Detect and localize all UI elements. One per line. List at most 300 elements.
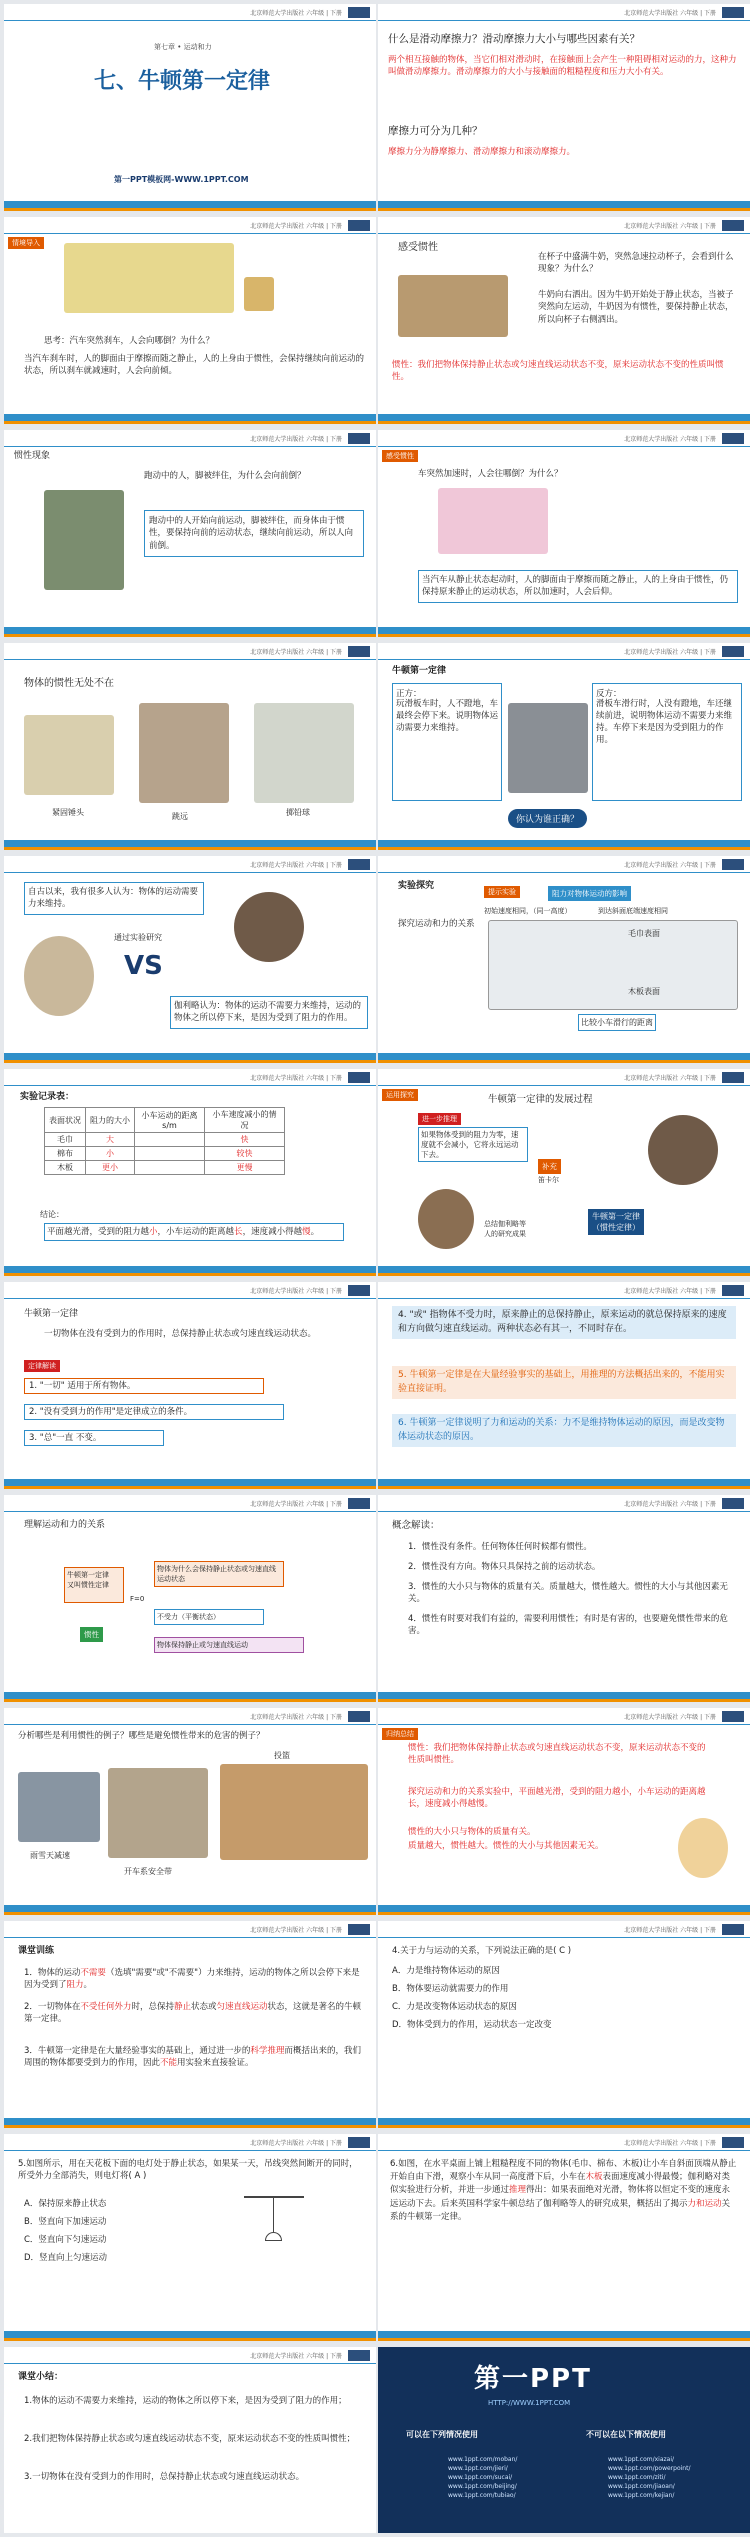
- chapter-label: 第七章 • 运动和力: [154, 43, 212, 51]
- option-d: D．物体受到力的作用，运动状态一定改变: [392, 2020, 552, 2030]
- publisher-text: 北京师范大学出版社 六年级 | 下册: [250, 649, 342, 656]
- table-cell: [135, 1161, 205, 1175]
- link-item[interactable]: www.1ppt.com/jiaoan/: [608, 2483, 675, 2490]
- compare-label: 比较小车滑行的距离: [578, 1014, 656, 1031]
- exercise-2: [24, 2001, 364, 2026]
- link-item[interactable]: www.1ppt.com/kejian/: [608, 2492, 675, 2499]
- point-5: 5. 牛顿第一定律是在大量经验事实的基础上，用推理的方法概括出来的，不能用实验直接证明。: [392, 1366, 736, 1399]
- slide-22: [378, 2134, 750, 2341]
- conclusion-part: 平面越光滑，受到的阻力越: [47, 1227, 150, 1237]
- exercise-text: 状态或: [190, 2002, 217, 2012]
- dog-illustration: [244, 277, 274, 311]
- publisher-text: 北京师范大学出版社 六年级 | 下册: [624, 1501, 716, 1508]
- slide-5: [4, 430, 376, 637]
- slide-11: [4, 1069, 376, 1276]
- inertia-law-label: （惯性定律）: [592, 1223, 640, 1232]
- slide-8: [378, 643, 750, 850]
- slide-19: [4, 1921, 376, 2128]
- slide-title: 牛顿第一定律: [24, 1309, 79, 1319]
- table-cell: [135, 1133, 205, 1147]
- question-answer: 推理: [509, 2185, 527, 2196]
- flow-label: 阻力对物体运动的影响: [548, 886, 631, 901]
- table-row: [45, 1147, 285, 1161]
- question-text: 车突然加速时，人会往哪倒？为什么？: [418, 469, 563, 479]
- header-block: [722, 2137, 744, 2148]
- law-text: 一切物体在没有受到力的作用时，总保持静止状态或匀速直线运动状态。: [44, 1329, 317, 1339]
- lamp-diagram: [244, 2196, 304, 2256]
- table-cell: [135, 1147, 205, 1161]
- publisher-text: 北京师范大学出版社 六年级 | 下册: [624, 649, 716, 656]
- link-item[interactable]: www.1ppt.com/beijing/: [448, 2483, 517, 2490]
- reasoning-label: 进一步推理: [418, 1113, 461, 1125]
- slide-header: [4, 2347, 376, 2364]
- con-label: 反方：: [596, 689, 622, 699]
- slide-21: [4, 2134, 376, 2341]
- slide-7: [4, 643, 376, 850]
- inertia-box: 惯性: [80, 1627, 103, 1642]
- summary-3: 3.一切物体在没有受到力的作用时，总保持静止状态或匀速直线运动状态。: [24, 2472, 305, 2482]
- slide-header: [4, 1069, 376, 1086]
- slide-footer: [378, 2331, 750, 2341]
- slide-title: 物体的惯性无处不在: [24, 678, 114, 689]
- question-part: 6.如图，在水平桌面上铺上粗糙程度不同的物体(毛巾、棉布、木板)让小车自斜面顶端从静止开始自由下滑，观察小车从同一高度滑下后，小车在: [390, 2159, 737, 2183]
- table-cell: 更小: [86, 1161, 135, 1175]
- table-header: 表面状况: [45, 1108, 86, 1133]
- answer-text: 当汽车刹车时，人的脚面由于摩擦而随之静止，人的上身由于惯性，会保持继续向前运动的状态，所以刹车就减速时，人会向前倾。: [24, 354, 365, 377]
- slide-3: [4, 217, 376, 424]
- section-tag: 归纳总结: [382, 1728, 418, 1740]
- slide-footer: [4, 1266, 376, 1276]
- galileo-portrait: [234, 892, 304, 962]
- con-text: 滑板车滑行时，人没有蹬地，车还继续前进，说明物体运动不需要力来维持。车停下来是因为受到阻力的作用。: [596, 699, 733, 745]
- publisher-text: 北京师范大学出版社 六年级 | 下册: [250, 2353, 342, 2360]
- publisher-text: 北京师范大学出版社 六年级 | 下册: [250, 10, 342, 17]
- publisher-text: 北京师范大学出版社 六年级 | 下册: [624, 223, 716, 230]
- slide-2: [378, 4, 750, 211]
- link-item[interactable]: www.1ppt.com/moban/: [448, 2456, 518, 2463]
- header-block: [348, 1498, 370, 1509]
- question-answer: 木板: [585, 2172, 603, 2183]
- slide-footer: [4, 201, 376, 211]
- slide-footer: [378, 1479, 750, 1489]
- caption-shot-put: 掷铅球: [286, 808, 310, 817]
- conclusion-part: ，小车运动的距离越: [157, 1227, 235, 1237]
- no-force-box: 不受力（平衡状态）: [154, 1609, 264, 1625]
- descartes-label: 笛卡尔: [538, 1176, 559, 1184]
- galileo-box: 如果物体受到的阻力为零，速度就不会减小，它将永远运动下去。: [418, 1127, 528, 1162]
- hammer-photo: [24, 715, 114, 795]
- force-zero-label: F=0: [130, 1595, 145, 1603]
- slide-header: [378, 1495, 750, 1512]
- board-surface-label: 木板表面: [628, 987, 660, 996]
- question-text: [390, 2158, 738, 2224]
- header-block: [722, 1072, 744, 1083]
- concept-2: 2．惯性没有方向。物体只具保持之前的运动状态。: [408, 1562, 601, 1572]
- slide-header: [4, 643, 376, 660]
- table-header: 阻力的大小: [86, 1108, 135, 1133]
- slide-footer: [4, 1479, 376, 1489]
- slide-24: [378, 2347, 750, 2533]
- slide-title: 课堂训练: [18, 1946, 55, 1956]
- table-cell: 棉布: [45, 1147, 86, 1161]
- slide-header: [4, 217, 376, 234]
- conclusion-blank: 长: [234, 1227, 243, 1237]
- publisher-text: 北京师范大学出版社 六年级 | 下册: [250, 1075, 342, 1082]
- site-label: 第一PPT模板网-WWW.1PPT.COM: [114, 175, 249, 184]
- slide-header: [378, 430, 750, 447]
- point-1: 1. "一切" 适用于所有物体。: [24, 1378, 264, 1394]
- slide-header: [4, 1921, 376, 1938]
- table-cell: 木板: [45, 1161, 86, 1175]
- slide-10: [378, 856, 750, 1063]
- slide-header: [378, 1921, 750, 1938]
- pro-box: [392, 683, 502, 801]
- slide-1: [4, 4, 376, 211]
- header-block: [722, 1498, 744, 1509]
- bus-photo: [438, 488, 548, 554]
- slide-15: [4, 1495, 376, 1702]
- slide-title: 实验探究: [398, 881, 435, 891]
- table-cell: 较快: [205, 1147, 285, 1161]
- exercise-answer: 阻力: [66, 1980, 84, 1991]
- slide-footer: [4, 2118, 376, 2128]
- pro-label: 正方：: [396, 689, 422, 699]
- question-answer: 力和运动: [687, 2198, 722, 2209]
- publisher-text: 北京师范大学出版社 六年级 | 下册: [624, 1288, 716, 1295]
- summary-label: 总结伽利略等: [484, 1220, 526, 1228]
- link-item[interactable]: www.1ppt.com/xiazai/: [608, 2456, 675, 2463]
- publisher-text: 北京师范大学出版社 六年级 | 下册: [250, 1927, 342, 1934]
- answer-box: 跑动中的人开始向前运动，脚被绊住，而身体由于惯性，要保持向前的运动状态，继续向前运动，所以人向前倒。: [144, 510, 364, 557]
- slide-title: 实验记录表：: [20, 1092, 75, 1102]
- car-crash-photo: [18, 1772, 100, 1842]
- slide-title: 概念解读：: [392, 1520, 440, 1531]
- concept-4: 4．惯性有时要对我们有益的，需要利用惯性；有时是有害的，也要避免惯性带来的危害。: [408, 1614, 728, 1637]
- exercise-text: 而概括出来的，我们周围的物体都要受到力的作用，因此: [24, 2046, 361, 2069]
- slide-18: [378, 1708, 750, 1915]
- slide-title: 感受惯性: [398, 242, 438, 253]
- slide-footer: [378, 1266, 750, 1276]
- table-row: [45, 1161, 285, 1175]
- exercise-1: [24, 1967, 364, 1992]
- link-item[interactable]: www.1ppt.com/ziti/: [608, 2474, 666, 2481]
- summary-2: 2.我们把物体保持静止状态或匀速直线运动状态不变，原来运动状态不变的性质叫惯性；: [24, 2434, 356, 2444]
- slide-footer: [4, 840, 376, 850]
- exercise-answer: 不能: [160, 2058, 178, 2069]
- basketball-photo: [220, 1764, 368, 1860]
- table-row: [45, 1133, 285, 1147]
- header-block: [348, 433, 370, 444]
- publisher-text: 北京师范大学出版社 六年级 | 下册: [624, 862, 716, 869]
- slide-title: 牛顿第一定律的发展过程: [488, 1094, 593, 1105]
- slide-header: [378, 1069, 750, 1086]
- publisher-text: 北京师范大学出版社 六年级 | 下册: [250, 223, 342, 230]
- publisher-text: 北京师范大学出版社 六年级 | 下册: [624, 1714, 716, 1721]
- table-cell: 毛巾: [45, 1133, 86, 1147]
- caption-seatbelt: 开车系安全带: [124, 1867, 172, 1876]
- conclusion-label: 结论：: [40, 1210, 64, 1219]
- flow-note: 到达斜面底端速度相同: [598, 907, 668, 915]
- exercise-text: 3．牛顿第一定律是在大量经验事实的基础上，通过进一步的: [24, 2046, 251, 2056]
- slide-header: [378, 4, 750, 21]
- pro-text: 玩滑板车时，人不蹬地，车最终会停下来。说明物体运动需要力来维持。: [396, 699, 499, 733]
- question-text: 跑动中的人，脚被绊住，为什么会向前倒？: [144, 471, 306, 481]
- seatbelt-photo: [108, 1768, 208, 1858]
- header-block: [348, 646, 370, 657]
- brand-logo: 第一PPT: [474, 2364, 592, 2394]
- option-a: A．保持原来静止状态: [24, 2199, 107, 2209]
- option-b: B．竖直向下加速运动: [24, 2217, 107, 2227]
- slide-footer: [378, 1905, 750, 1915]
- link-item[interactable]: www.1ppt.com/tubiao/: [448, 2492, 516, 2499]
- publisher-text: 北京师范大学出版社 六年级 | 下册: [250, 1288, 342, 1295]
- slide-title: 理解运动和力的关系: [24, 1520, 106, 1530]
- bus-illustration: [64, 243, 234, 313]
- link-list-right: [608, 2455, 690, 2500]
- slide-footer: [4, 627, 376, 637]
- conclusion-blank: 慢: [302, 1227, 311, 1237]
- section-tag: 感受惯性: [382, 450, 418, 462]
- header-block: [348, 1711, 370, 1722]
- scooter-photo: [508, 703, 588, 793]
- question-text: 4.关于力与运动的关系，下列说法正确的是( C ): [392, 1946, 572, 1956]
- question-text: 摩擦力可分为几种？: [388, 125, 483, 137]
- law-name: 牛顿第一定律: [67, 1571, 109, 1579]
- question-text: 在杯子中盛满牛奶，突然急速拉动杯子，会看到什么现象？为什么？: [538, 252, 734, 275]
- question-part: 关系的牛顿第一定律。: [390, 2198, 731, 2222]
- slide-header: [378, 2134, 750, 2151]
- summary-1: 1.物体的运动不需要力来维持，运动的物体之所以停下来，是因为受到了阻力的作用；: [24, 2396, 347, 2406]
- publisher-text: 北京师范大学出版社 六年级 | 下册: [624, 1927, 716, 1934]
- vs-text: VS: [124, 951, 163, 981]
- towel-surface-label: 毛巾表面: [628, 929, 660, 938]
- galileo-view: 伽利略认为：物体的运动不需要力来维持，运动的物体之所以停下来，是因为受到了阻力的作用。: [170, 996, 368, 1029]
- question-box: 物体为什么会保持静止状态或匀速直线运动状态: [154, 1561, 284, 1587]
- header-block: [722, 433, 744, 444]
- exercise-answer: 匀速直线运动: [216, 2002, 268, 2012]
- slide-header: [4, 1708, 376, 1725]
- header-block: [722, 220, 744, 231]
- answer-text: 摩擦力分为静摩擦力、滑动摩擦力和滚动摩擦力。: [388, 147, 576, 157]
- exercise-text: 状态，这就是著名的牛顿第一定律。: [24, 2002, 362, 2025]
- table-cell: 大: [86, 1133, 135, 1147]
- slide-17: [4, 1708, 376, 1915]
- section-tag: 运用探究: [382, 1089, 418, 1101]
- answer-text: 两个相互接触的物体，当它们相对滑动时，在接触面上会产生一种阻碍相对运动的力，这种力叫做滑动摩擦力。滑动摩擦力的大小与接触面的粗糙程度和压力大小有关。: [388, 55, 737, 78]
- allowed-heading: 可以在下列情况使用: [406, 2430, 478, 2439]
- slide-header: [4, 1495, 376, 1512]
- galileo-portrait: [648, 1115, 718, 1185]
- option-c: C．竖直向下匀速运动: [24, 2235, 107, 2245]
- record-table: [44, 1107, 285, 1175]
- table-header: 小车运动的距离s/m: [135, 1108, 205, 1133]
- wire-line: [273, 2198, 274, 2232]
- slide-header: [378, 643, 750, 660]
- lesson-title: 七、牛顿第一定律: [94, 69, 271, 94]
- slide-footer: [4, 2331, 376, 2341]
- answer-box: 当汽车从静止状态起动时，人的脚面由于摩擦而随之静止，人的上身由于惯性，仍保持原来静止的运动状态，所以加速时，人会后仰。: [418, 570, 738, 603]
- exercise-text: 用实验来直接验证。: [177, 2058, 254, 2069]
- summary-label: 人的研究成果: [484, 1230, 526, 1238]
- slide-footer: [378, 627, 750, 637]
- slide-footer: [378, 2118, 750, 2128]
- law-alias: 又叫惯性定律: [67, 1581, 109, 1589]
- header-block: [722, 859, 744, 870]
- slide-footer: [378, 1692, 750, 1702]
- inertia-definition: 惯性：我们把物体保持静止状态或匀速直线运动状态不变，原来运动状态不变的性质叫惯性。: [392, 360, 724, 383]
- forbidden-heading: 不可以在以下情况使用: [586, 2430, 666, 2439]
- slide-header: [4, 4, 376, 21]
- header-block: [348, 1072, 370, 1083]
- caption-shot: 投篮: [274, 1751, 290, 1760]
- slide-footer: [378, 414, 750, 424]
- publisher-text: 北京师范大学出版社 六年级 | 下册: [624, 1075, 716, 1082]
- exercise-answer: 科学推理: [250, 2046, 285, 2056]
- table-cell: 更慢: [205, 1161, 285, 1175]
- summary-2: 探究运动和力的关系实验中，平面越光滑，受到的阻力越小，小车运动的距离越长，速度减小得越慢。: [408, 1787, 706, 1810]
- link-item[interactable]: www.1ppt.com/jieri/: [448, 2465, 508, 2472]
- header-block: [722, 646, 744, 657]
- point-4: 4. "或" 指物体不受力时，原来静止的总保持静止，原来运动的就总保持原来的速度和方向做匀速直线运动。两种状态必有其一，不同时存在。: [392, 1306, 736, 1339]
- section-tag: 情境导入: [8, 237, 44, 249]
- exercise-text: （选填"需要"或"不需要"）力来维持，运动的物体之所以会停下来是因为受到了: [24, 1968, 360, 1991]
- supplement-label: 补充: [538, 1159, 561, 1174]
- table-header-row: [45, 1108, 285, 1133]
- question-text: 什么是滑动摩擦力？滑动摩擦力大小与哪些因素有关？: [388, 33, 640, 45]
- conclusion-box: [44, 1223, 344, 1241]
- publisher-text: 北京师范大学出版社 六年级 | 下册: [250, 436, 342, 443]
- summary-1-label: 惯性：: [408, 1743, 434, 1753]
- header-block: [722, 1711, 744, 1722]
- con-box: [592, 683, 742, 801]
- slide-9: [4, 856, 376, 1063]
- via-experiment: 通过实验研究: [114, 933, 162, 942]
- slide-header: [4, 430, 376, 447]
- header-block: [348, 2350, 370, 2361]
- point-6: 6. 牛顿第一定律说明了力和运动的关系：力不是维持物体运动的原因，而是改变物体运动状态的原因。: [392, 1414, 736, 1447]
- publisher-text: 北京师范大学出版社 六年级 | 下册: [250, 862, 342, 869]
- slide-footer: [4, 1692, 376, 1702]
- caption-slowdown: 雨雪天减速: [30, 1851, 70, 1860]
- header-block: [722, 1285, 744, 1296]
- milk-cup-photo: [398, 275, 508, 337]
- publisher-text: 北京师范大学出版社 六年级 | 下册: [624, 436, 716, 443]
- question-part: 得出：如果表面绝对光滑，物体将以恒定不变的速度永远运动下去。后来英国科学家牛顿总结了伽利略等人的研究成果，概括出了揭示: [390, 2185, 731, 2209]
- summary-1-text: 我们把物体保持静止状态或匀速直线运动状态不变，原来运动状态不变的性质叫惯性。: [408, 1743, 706, 1766]
- newton-portrait: [418, 1189, 474, 1249]
- summary-1: [408, 1742, 708, 1767]
- exercise-text: 1．物体的运动: [24, 1968, 81, 1978]
- concept-1: 1．惯性没有条件。任何物体任何时候都有惯性。: [408, 1542, 592, 1552]
- slide-16: [378, 1495, 750, 1702]
- point-3: 3. "总"一直 不变。: [24, 1430, 164, 1446]
- link-list-left: [448, 2455, 517, 2500]
- publisher-text: 北京师范大学出版社 六年级 | 下册: [250, 1714, 342, 1721]
- table-cell: 小: [86, 1147, 135, 1161]
- slide-footer: [4, 414, 376, 424]
- ceiling-line: [244, 2196, 304, 2198]
- slide-20: [378, 1921, 750, 2128]
- lamp-icon: [265, 2232, 282, 2241]
- caption-long-jump: 跳远: [172, 812, 188, 821]
- slide-header: [378, 856, 750, 873]
- newton-law-label: 牛顿第一定律: [592, 1212, 640, 1221]
- table-cell: 快: [205, 1133, 285, 1147]
- question-part: 表面速度减小得最慢；伽利略对类似实验进行分析，并进一步通过: [390, 2172, 731, 2196]
- aristotle-portrait: [24, 936, 94, 1016]
- slide-footer: [378, 840, 750, 850]
- header-block: [348, 2137, 370, 2148]
- publisher-text: 北京师范大学出版社 六年级 | 下册: [250, 2140, 342, 2147]
- slide-header: [378, 1282, 750, 1299]
- slide-header: [378, 1708, 750, 1725]
- header-block: [722, 1924, 744, 1935]
- law-box: [64, 1567, 124, 1603]
- hint-label: 提示实验: [484, 886, 520, 898]
- link-item[interactable]: www.1ppt.com/powerpoint/: [608, 2465, 691, 2472]
- header-block: [348, 1924, 370, 1935]
- exercise-answer: 静止: [173, 2002, 191, 2012]
- slide-header: [4, 856, 376, 873]
- exercise-text: 。: [83, 1980, 93, 1991]
- summary-4: 质量越大，惯性越大。惯性的大小与其他因素无关。: [408, 1841, 604, 1851]
- conclusion-part: ，速度减小得越: [242, 1227, 303, 1237]
- slide-6: [378, 430, 750, 637]
- slide-4: [378, 217, 750, 424]
- option-d: D．竖直向上匀速运动: [24, 2253, 108, 2263]
- slide-14: [378, 1282, 750, 1489]
- summary-3: 惯性的大小只与物体的质量有关。: [408, 1827, 536, 1837]
- interpretation-tag: 定律解读: [24, 1360, 60, 1372]
- caption-hammer: 紧固锤头: [52, 808, 84, 817]
- slide-footer: [4, 1905, 376, 1915]
- publisher-text: 北京师范大学出版社 六年级 | 下册: [250, 1501, 342, 1508]
- question-oval: 你认为谁正确？: [508, 809, 587, 828]
- slide-title: 课堂小结：: [18, 2372, 64, 2382]
- option-c: C．力是改变物体运动状态的原因: [392, 2002, 517, 2012]
- option-b: B．物体要运动就需要力的作用: [392, 1984, 509, 1994]
- flow-note: 初始速度相同，（同一高度）: [484, 907, 572, 915]
- header-block: [348, 7, 370, 18]
- option-a: A．力是维持物体运动的原因: [392, 1966, 500, 1976]
- publisher-text: 北京师范大学出版社 六年级 | 下册: [624, 2140, 716, 2147]
- exercise-answer: 不需要: [80, 1968, 106, 1978]
- slide-footer: [378, 1053, 750, 1063]
- concept-3: 3．惯性的大小只与物体的质量有关。质量越大，惯性越大。惯性的大小与其他因素无关。: [408, 1582, 728, 1605]
- link-item[interactable]: www.1ppt.com/sucai/: [448, 2474, 513, 2481]
- point-2: 2. "没有受到力的作用"是定律成立的条件。: [24, 1404, 284, 1420]
- slide-title: 惯性现象: [14, 451, 51, 461]
- aristotle-view: 自古以来，我有很多人认为：物体的运动需要力来维持。: [24, 882, 204, 915]
- slide-footer: [378, 201, 750, 211]
- slide-12: [378, 1069, 750, 1276]
- state-box: 物体保持静止或匀速直线运动: [154, 1637, 304, 1653]
- header-block: [348, 859, 370, 870]
- long-jump-photo: [139, 703, 229, 803]
- slide-header: [378, 217, 750, 234]
- shot-put-photo: [254, 703, 354, 803]
- experiment-subtitle: 探究运动和力的关系: [398, 919, 475, 929]
- slide-footer: [4, 1053, 376, 1063]
- slide-header: [4, 1282, 376, 1299]
- exercise-text: 时，总保持: [131, 2002, 174, 2012]
- answer-text: 牛奶向右洒出。因为牛奶开始处于静止状态，当被子突然向左运动，牛奶因为有惯性，要保持静止状态，所以向杯子右侧洒出。: [538, 290, 734, 325]
- slide-header: [4, 2134, 376, 2151]
- conclusion-blank: 小: [149, 1227, 158, 1237]
- header-block: [348, 220, 370, 231]
- conclusion-part: 。: [310, 1227, 320, 1237]
- question-text: 5.如图所示，用在天花板下面的电灯处于静止状态，如果某一天，吊线突然间断开的同时，所受外力全部消失，则电灯将( A ): [18, 2159, 358, 2182]
